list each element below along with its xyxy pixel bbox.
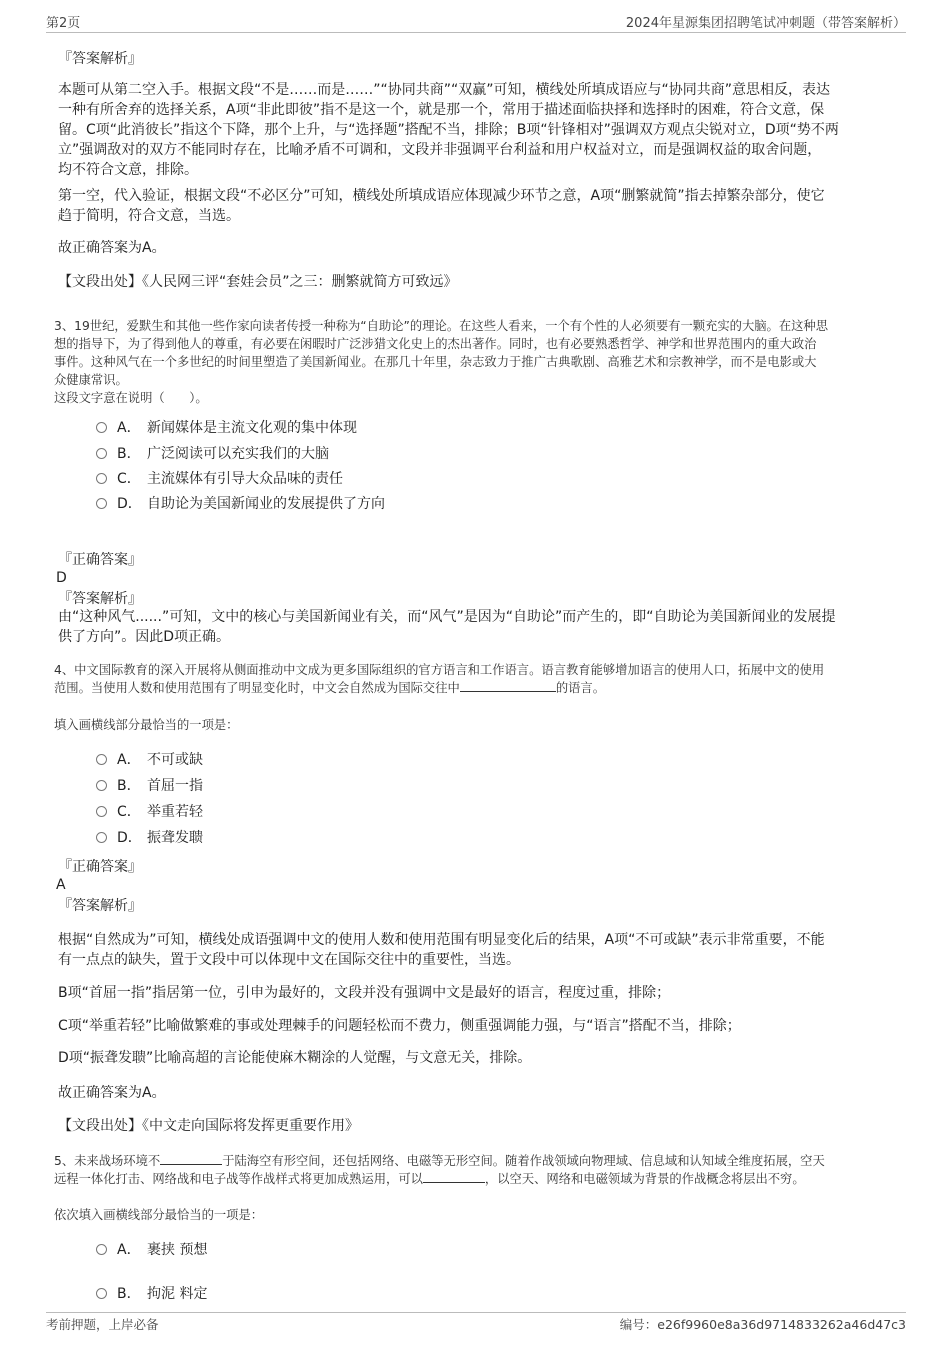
radio-icon[interactable] bbox=[96, 1244, 107, 1255]
q3-answer: D bbox=[56, 570, 67, 586]
text-line: 第一空，代入验证，根据文段“不必区分”可知，横线处所填成语应体现减少环节之意，A项“删繁就简”指去掉繁杂部分，使它 bbox=[58, 188, 825, 204]
text-line: 众健康常识。 bbox=[54, 373, 128, 387]
text-line: 一种有所舍弃的选择关系，A项“非此即彼”指不是这一个，就是那一个，常用于描述面临抉择和选择时的困难，符合文意，保 bbox=[58, 102, 825, 118]
fill-blank bbox=[423, 1170, 485, 1183]
q5-option-a[interactable]: A． 裹挟 预想 bbox=[96, 1240, 207, 1260]
text-line: 均不符合文意，排除。 bbox=[58, 162, 198, 178]
q4-option-b-analysis: B项“首屈一指”指居第一位，引申为最好的，文段并没有强调中文是最好的语言，程度过重，排除； bbox=[58, 985, 671, 1001]
q4-option-c-analysis: C项“举重若轻”比喻做繁难的事或处理棘手的问题轻松而不费力，侧重强调能力强，与“语言”搭配不当，排除； bbox=[58, 1018, 741, 1034]
text-line: 这段文字意在说明（ ）。 bbox=[54, 391, 208, 405]
fill-blank bbox=[460, 679, 556, 692]
q4-stem bbox=[54, 661, 904, 697]
q2-analysis-label: 『答案解析』 bbox=[58, 51, 142, 67]
fill-blank bbox=[160, 1152, 222, 1165]
q2-analysis-para2 bbox=[58, 186, 898, 226]
text-line: 本题可从第二空入手。根据文段“不是……而是……”“协同共商”“双赢”可知，横线处所填成语应与“协同共商”意思相反，表达 bbox=[58, 82, 831, 98]
q3-answer-label: 『正确答案』 bbox=[58, 552, 142, 568]
q5-stem bbox=[54, 1152, 904, 1188]
q4-option-a[interactable]: A． 不可或缺 bbox=[96, 750, 203, 770]
q4-prompt: 填入画横线部分最恰当的一项是： bbox=[54, 718, 239, 732]
text-line: 5、未来战场环境不 于陆海空有形空间，还包括网络、电磁等无形空间。随着作战领域向物理域、信息域和认知域全维度拓展，空天 bbox=[54, 1154, 825, 1168]
q5-option-b[interactable]: B． 拘泥 料定 bbox=[96, 1284, 207, 1304]
q3-analysis-label: 『答案解析』 bbox=[58, 591, 142, 607]
q3-stem bbox=[54, 317, 904, 407]
q4-analysis-label: 『答案解析』 bbox=[58, 898, 142, 914]
q4-option-c[interactable]: C． 举重若轻 bbox=[96, 802, 203, 822]
q3-option-a[interactable]: A． 新闻媒体是主流文化观的集中体现 bbox=[96, 418, 357, 438]
radio-icon[interactable] bbox=[96, 448, 107, 459]
text-line: 想的指导下，为了得到他人的尊重，有必要在闲暇时广泛涉猎文化史上的杰出著作。同时，也有必要熟悉哲学、神学和世界范围内的重大政治 bbox=[54, 337, 817, 351]
q4-option-b[interactable]: B． 首屈一指 bbox=[96, 776, 203, 796]
q3-analysis bbox=[58, 607, 898, 647]
page-header bbox=[46, 12, 906, 33]
document-title: 2024年星源集团招聘笔试冲刺题（带答案解析） bbox=[625, 16, 906, 31]
source-label: 【文段出处】 bbox=[58, 274, 142, 290]
text-line: 供了方向”。因此D项正确。 bbox=[58, 629, 231, 645]
radio-icon[interactable] bbox=[96, 780, 107, 791]
radio-icon[interactable] bbox=[96, 754, 107, 765]
page-number: 第2页 bbox=[46, 16, 81, 31]
q2-source bbox=[58, 272, 458, 292]
radio-icon[interactable] bbox=[96, 806, 107, 817]
radio-icon[interactable] bbox=[96, 1288, 107, 1299]
q3-option-c[interactable]: C． 主流媒体有引导大众品味的责任 bbox=[96, 469, 343, 489]
q4-option-d-analysis: D项“振聋发聩”比喻高超的言论能使麻木糊涂的人觉醒，与文意无关，排除。 bbox=[58, 1050, 532, 1066]
text-line: 立”强调敌对的双方不能同时存在，比喻矛盾不可调和，文段并非强调平台利益和用户权益对立，而是强调权益的取舍问题， bbox=[58, 142, 822, 158]
q4-answer-label: 『正确答案』 bbox=[58, 859, 142, 875]
q4-option-d[interactable]: D． 振聋发聩 bbox=[96, 828, 203, 848]
q3-option-d[interactable]: D． 自助论为美国新闻业的发展提供了方向 bbox=[96, 494, 385, 514]
radio-icon[interactable] bbox=[96, 473, 107, 484]
q2-conclusion: 故正确答案为A。 bbox=[58, 240, 166, 256]
radio-icon[interactable] bbox=[96, 832, 107, 843]
footer-slogan: 考前押题，上岸必备 bbox=[46, 1317, 159, 1332]
q3-option-b[interactable]: B． 广泛阅读可以充实我们的大脑 bbox=[96, 444, 329, 464]
page-footer bbox=[46, 1312, 906, 1333]
text-line: 趋于简明，符合文意，当选。 bbox=[58, 208, 240, 224]
q5-prompt: 依次填入画横线部分最恰当的一项是： bbox=[54, 1208, 264, 1222]
source-text: 《人民网三评“套娃会员”之三：删繁就简方可致远》 bbox=[142, 274, 458, 290]
q4-analysis bbox=[58, 930, 898, 970]
text-line: 范围。当使用人数和使用范围有了明显变化时，中文会自然成为国际交往中 的语言。 bbox=[54, 681, 606, 695]
radio-icon[interactable] bbox=[96, 422, 107, 433]
text-line: 事件。这种风气在一个多世纪的时间里塑造了美国新闻业。在那几十年里，杂志致力于推广古典歌剧、高雅艺术和宗教神学，而不是电影或大 bbox=[54, 355, 817, 369]
radio-icon[interactable] bbox=[96, 498, 107, 509]
text-line: 3、19世纪，爱默生和其他一些作家向读者传授一种称为“自助论”的理论。在这些人看来，一个有个性的人必须要有一颗充实的大脑。在这种思 bbox=[54, 319, 829, 333]
q2-analysis-para1 bbox=[58, 80, 898, 180]
document-code: 编号：e26f9960e8a36d9714833262a46d47c3 bbox=[619, 1317, 906, 1332]
text-line: 4、中文国际教育的深入开展将从侧面推动中文成为更多国际组织的官方语言和工作语言。语言教育能够增加语言的使用人口，拓展中文的使用 bbox=[54, 663, 825, 677]
q4-source bbox=[58, 1116, 359, 1136]
source-label: 【文段出处】 bbox=[58, 1118, 142, 1134]
text-line: 留。C项“此消彼长”指这个下降，那个上升，与“选择题”搭配不当，排除；B项“针锋相对”强调双方观点尖锐对立，D项“势不两 bbox=[58, 122, 839, 138]
text-line: 有一点点的缺失，置于文段中可以体现中文在国际交往中的重要性，当选。 bbox=[58, 952, 520, 968]
text-line: 远程一体化打击、网络战和电子战等作战样式将更加成熟运用，可以 ，以空天、网络和电磁领域为背景的作战概念将层出不穷。 bbox=[54, 1172, 805, 1186]
q4-answer: A bbox=[56, 877, 66, 893]
text-line: 根据“自然成为”可知，横线处成语强调中文的使用人数和使用范围有明显变化后的结果，A项“不可或缺”表示非常重要，不能 bbox=[58, 932, 825, 948]
source-text: 《中文走向国际将发挥更重要作用》 bbox=[142, 1118, 359, 1134]
q4-conclusion: 故正确答案为A。 bbox=[58, 1085, 166, 1101]
text-line: 由“这种风气......”可知，文中的核心与美国新闻业有关，而“风气”是因为“自助论”而产生的，即“自助论为美国新闻业的发展提 bbox=[58, 609, 836, 625]
